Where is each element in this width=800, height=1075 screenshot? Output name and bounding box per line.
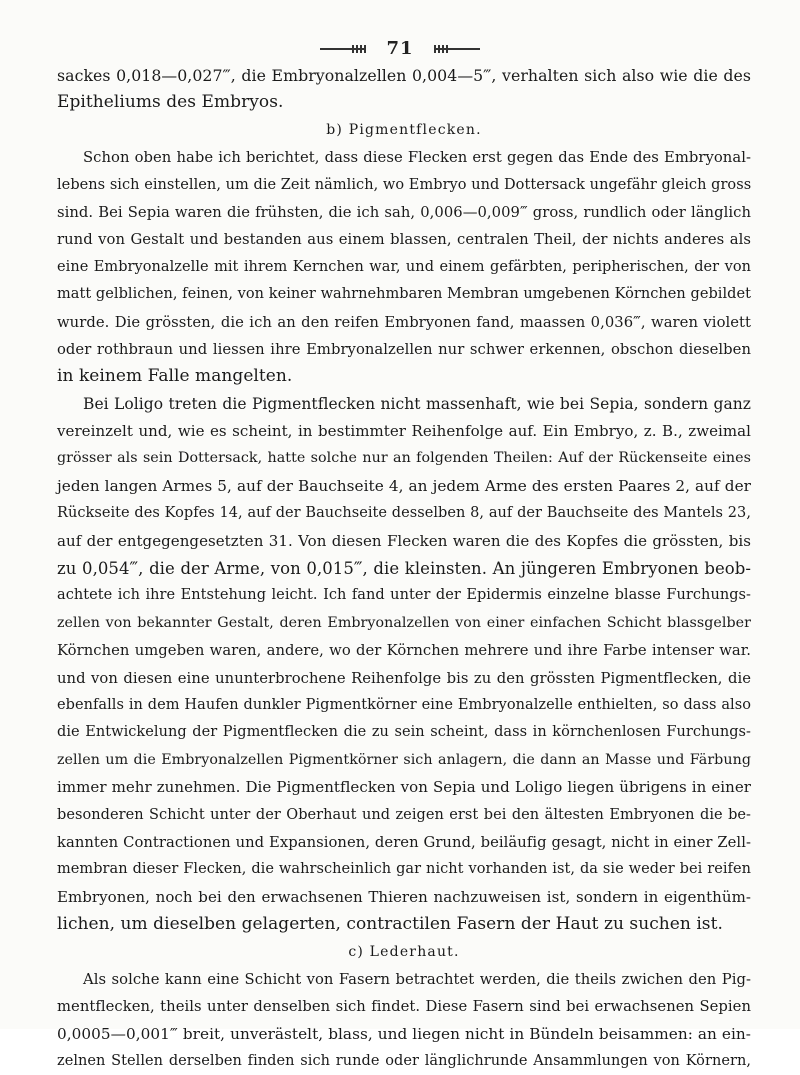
text-line: grösser als sein Dottersack, hatte solche nur an folgenden Theilen: Auf der Rückenseite eines: [57, 450, 751, 467]
text-line: Rückseite des Kopfes 14, auf der Bauchseite desselben 8, auf der Bauchseite des Mantels 23,: [57, 505, 751, 522]
text-line: und von diesen eine ununterbrochene Reihenfolge bis zu den grössten Pigmentflecken, die: [57, 669, 751, 687]
text-line: auf der entgegengesetzten 31. Von diesen Flecken waren die des Kopfes die grössten, bis: [57, 531, 751, 550]
text-line: 0,0005—0,001‴ breit, unverästelt, blass, und liegen nicht in Bündeln beisammen: an ein-: [57, 1024, 751, 1043]
page-number: 71: [386, 38, 414, 59]
text-line: Körnchen umgeben waren, andere, wo der Körnchen mehrere und ihre Farbe intenser war.: [57, 642, 751, 660]
text-line: membran dieser Flecken, die wahrscheinlich gar nicht vorhanden ist, da sie weder bei reifen: [57, 861, 751, 878]
text-line: mentflecken, theils unter denselben sich findet. Diese Fasern sind bei erwachsenen Sepien: [57, 998, 751, 1016]
text-line: besonderen Schicht unter der Oberhaut und zeigen erst bei den ältesten Embryonen die be-: [57, 806, 751, 823]
text-line: in keinem Falle mangelten.: [57, 366, 293, 387]
section-heading: c) Lederhaut.: [348, 943, 460, 960]
text-line: zelnen Stellen derselben finden sich runde oder länglichrunde Ansammlungen von Körnern,: [57, 1053, 751, 1070]
text-line: sackes 0,018—0,027‴, die Embryonalzellen 0,004—5‴, verhalten sich also wie die des: [57, 66, 751, 85]
text-line: Embryonen, noch bei den erwachsenen Thieren nachzuweisen ist, sondern in eigenthüm-: [57, 887, 751, 906]
text-line: zellen um die Embryonalzellen Pigmentkörner sich anlagern, die dann an Masse und Färbung: [57, 751, 751, 768]
text-line: rund von Gestalt und bestanden aus einem blassen, centralen Theil, der nichts anderes als: [57, 231, 751, 249]
text-line: Bei Loligo treten die Pigmentflecken nicht massenhaft, wie bei Sepia, sondern ganz: [83, 394, 751, 413]
text-line: immer mehr zunehmen. Die Pigmentflecken von Sepia und Loligo liegen übrigens in einer: [57, 778, 751, 797]
text-line: wurde. Die grössten, die ich an den reifen Embryonen fand, maassen 0,036‴, waren violett: [57, 313, 751, 331]
text-line: ebenfalls in dem Haufen dunkler Pigmentkörner eine Embryonalzelle enthielten, so dass also: [57, 696, 751, 713]
text-line: lebens sich einstellen, um die Zeit nämlich, wo Embryo und Dottersack ungefähr gleich gross: [57, 176, 752, 193]
text-line: oder rothbraun und liessen ihre Embryonalzellen nur schwer erkennen, obschon dieselben: [57, 340, 751, 358]
text-line: zu 0,054‴, die der Arme, von 0,015‴, die kleinsten. An jüngeren Embryonen beob-: [57, 559, 751, 579]
text-line: zellen von bekannter Gestalt, deren Embryonalzellen von einer einfachen Schicht blassgelber: [57, 614, 751, 631]
text-line: Schon oben habe ich berichtet, dass diese Flecken erst gegen das Ende des Embryonal-: [83, 149, 751, 167]
text-line: sind. Bei Sepia waren die frühsten, die ich sah, 0,006—0,009‴ gross, rundlich oder länglich: [57, 203, 751, 221]
right-ornament-icon: [434, 45, 480, 53]
page-header: [0, 38, 800, 59]
body-text: [57, 62, 751, 1075]
text-line: eine Embryonalzelle mit ihrem Kernchen war, und einem gefärbten, peripherischen, der von: [57, 258, 751, 275]
text-line: lichen, um dieselben gelagerten, contractilen Fasern der Haut zu suchen ist.: [57, 914, 723, 935]
text-line: achtete ich ihre Entstehung leicht. Ich fand unter der Epidermis einzelne blasse Furchungs-: [57, 587, 751, 604]
text-line: Epitheliums des Embryos.: [57, 92, 284, 113]
text-line: Als solche kann eine Schicht von Fasern betrachtet werden, die theils zwichen den Pig-: [83, 970, 751, 988]
text-line: die Entwickelung der Pigmentflecken die zu sein scheint, dass in körnchenlosen Furchungs-: [57, 724, 751, 741]
text-line: kannten Contractionen und Expansionen, deren Grund, beiläufig gesagt, nicht in einer Zell-: [57, 833, 751, 851]
left-ornament-icon: [320, 45, 366, 53]
text-line: vereinzelt und, wie es scheint, in bestimmter Reihenfolge auf. Ein Embryo, z. B., zweimal: [57, 422, 751, 441]
section-heading: b) Pigmentflecken.: [326, 121, 482, 138]
text-line: jeden langen Armes 5, auf der Bauchseite 4, an jedem Arme des ersten Paares 2, auf der: [57, 476, 751, 495]
text-line: matt gelblichen, feinen, von keiner wahrnehmbaren Membran umgebenen Körnchen gebildet: [57, 286, 751, 303]
